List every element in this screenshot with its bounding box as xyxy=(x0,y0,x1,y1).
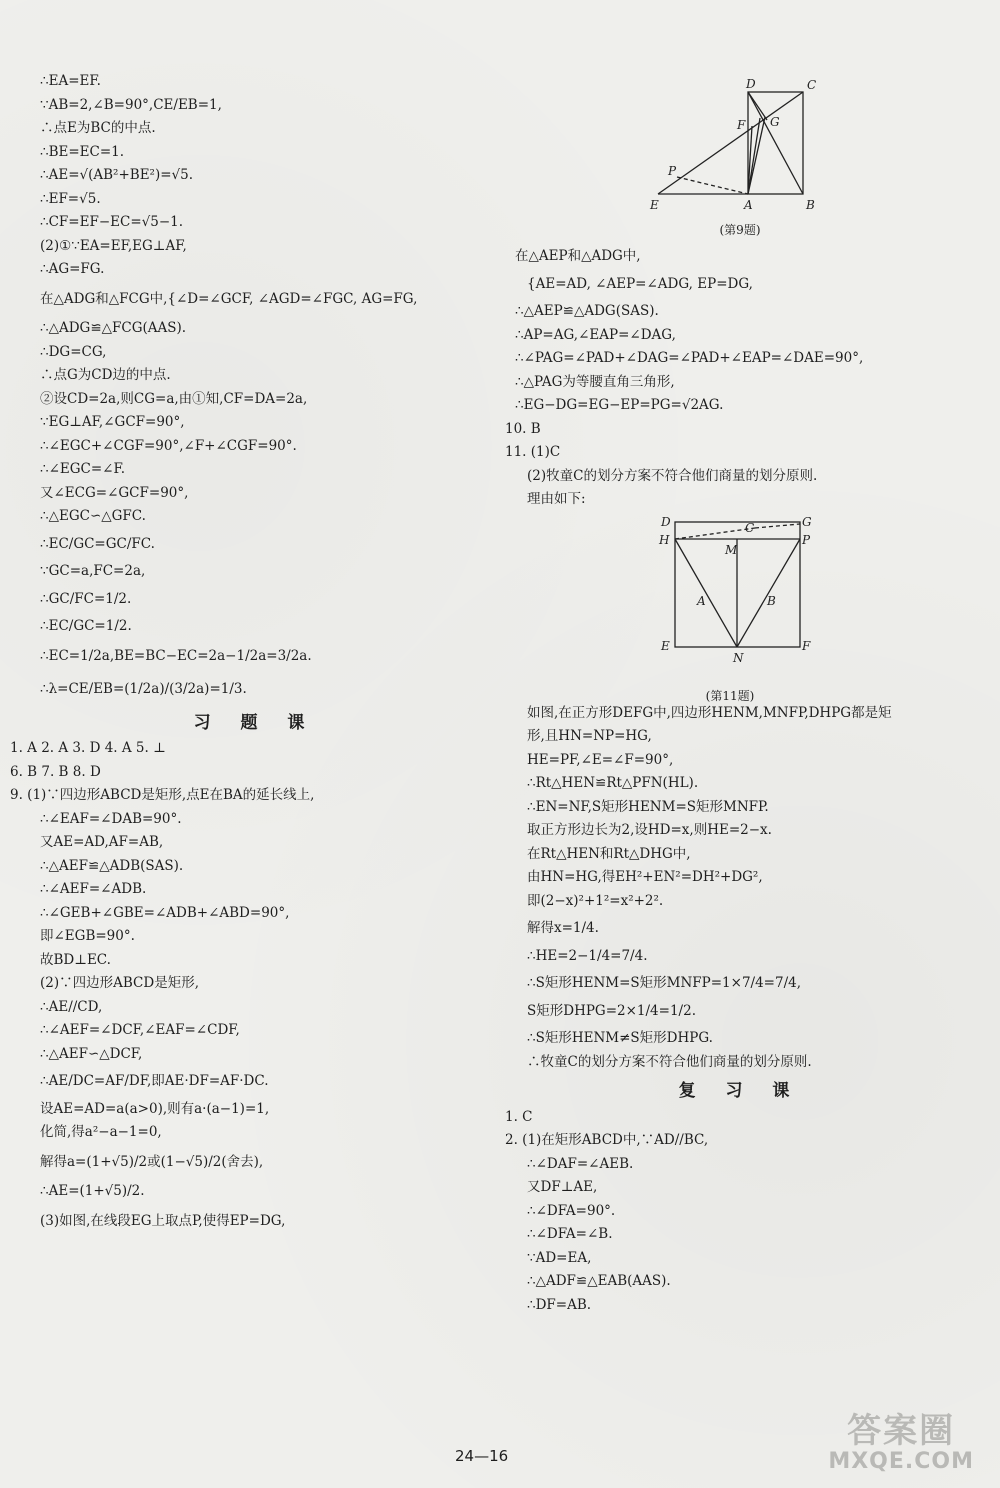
svg-text:M: M xyxy=(725,542,738,557)
text-line: ∴∠AEF=∠ADB. xyxy=(40,881,147,897)
text-line: 在△ADG和△FCG中,{∠D=∠GCF, ∠AGD=∠FGC, AG=FG, xyxy=(40,290,418,307)
text-line: ∵EG⊥AF,∠GCF=90°, xyxy=(40,414,185,430)
figure-11-caption: (第11题) xyxy=(705,689,755,703)
text-line: ∴∠EGC+∠CGF=90°,∠F+∠CGF=90°. xyxy=(40,437,297,454)
text-line: ∴CF=EF−EC=√5−1. xyxy=(40,214,184,230)
answer-line: 1. A 2. A 3. D 4. A 5. ⊥ xyxy=(10,740,166,756)
left-column xyxy=(10,70,470,1233)
text-line: 取正方形边长为2,设HD=x,则HE=2−x. xyxy=(527,822,772,838)
text-line: ∴点E为BC的中点. xyxy=(40,120,156,136)
text-line: 在△AEP和△ADG中, xyxy=(515,248,641,264)
svg-text:B: B xyxy=(806,198,815,212)
text-line: 由HN=HG,得EH²+EN²=DH²+DG², xyxy=(527,869,763,885)
text-line: ∴△EGC∽△GFC. xyxy=(40,508,146,524)
text-line: ∴∠GEB+∠GBE=∠ADB+∠ABD=90°, xyxy=(40,904,290,921)
answer-line: 6. B 7. B 8. D xyxy=(10,763,101,780)
svg-text:E: E xyxy=(650,198,659,212)
text-line: ∴EC/GC=GC/FC. xyxy=(40,535,155,552)
text-line: ∴∠DAF=∠AEB. xyxy=(527,1155,634,1172)
answer-line: 9. (1)∵四边形ABCD是矩形,点E在BA的延长线上, xyxy=(10,787,315,803)
text-line: ∴DF=AB. xyxy=(527,1296,592,1313)
svg-text:D: D xyxy=(661,514,671,529)
text-line: (3)如图,在线段EG上取点P,使得EP=DG, xyxy=(40,1212,286,1229)
text-line: 化简,得a²−a−1=0, xyxy=(40,1124,162,1140)
text-line: 设AE=AD=a(a>0),则有a·(a−1)=1, xyxy=(40,1100,270,1117)
svg-text:A: A xyxy=(697,593,706,608)
text-line: ∴BE=EC=1. xyxy=(40,143,125,160)
text-line: ∴EF=√5. xyxy=(40,190,101,207)
svg-text:B: B xyxy=(767,593,776,608)
svg-text:D: D xyxy=(746,77,756,91)
text-line: ∴DG=CG, xyxy=(40,343,107,360)
text-line: {AE=AD, ∠AEP=∠ADG, EP=DG, xyxy=(527,275,753,292)
text-line: ∴EC/GC=1/2. xyxy=(40,618,132,634)
text-line: 即(2−x)²+1²=x²+2². xyxy=(527,892,664,909)
figure-9-caption: (第9题) xyxy=(719,223,761,237)
text-line: 又AE=AD,AF=AB, xyxy=(40,834,164,850)
text-line: (2)牧童C的划分方案不符合他们商量的划分原则. xyxy=(527,467,818,484)
text-line: ∵GC=a,FC=2a, xyxy=(40,563,146,579)
text-line: ∴S矩形HENM≠S矩形DHPG. xyxy=(527,1030,713,1046)
watermark-logo: 答案圈 xyxy=(847,1411,956,1451)
answer-line: 2. (1)在矩形ABCD中,∵AD//BC, xyxy=(505,1132,709,1148)
svg-text:F: F xyxy=(737,118,746,132)
text-line: (2)∵四边形ABCD是矩形, xyxy=(40,975,199,991)
text-line: ∴△AEF≌△ADB(SAS). xyxy=(40,857,184,874)
page-number: 24—16 xyxy=(455,1447,509,1465)
svg-text:H: H xyxy=(659,532,670,547)
text-line: ∴∠DFA=∠B. xyxy=(527,1226,613,1242)
section-title-review: 复 习 课 xyxy=(678,1081,802,1101)
text-line: ∴Rt△HEN≌Rt△PFN(HL). xyxy=(527,775,699,791)
text-line: HE=PF,∠E=∠F=90°, xyxy=(527,751,674,768)
text-line: ∴AP=AG,∠EAP=∠DAG, xyxy=(515,326,676,343)
svg-text:G: G xyxy=(770,115,780,129)
watermark xyxy=(828,1413,974,1474)
svg-text:P: P xyxy=(668,164,677,178)
text-line: ∴∠DFA=90°. xyxy=(527,1202,616,1219)
text-line: 如图,在正方形DEFG中,四边形HENM,MNFP,DHPG都是矩 xyxy=(527,704,892,721)
text-line: ∴EC=1/2a,BE=BC−EC=2a−1/2a=3/2a. xyxy=(40,647,312,664)
text-line: ∴点G为CD边的中点. xyxy=(40,367,171,383)
text-line: ∴△PAG为等腰直角三角形, xyxy=(515,373,675,390)
text-line: ∴∠EGC=∠F. xyxy=(40,461,126,477)
text-line: ∴EN=NF,S矩形HENM=S矩形MNFP. xyxy=(527,798,769,815)
answer-line: 10. B xyxy=(505,420,541,437)
text-line: ∴AE=√(AB²+BE²)=√5. xyxy=(40,167,194,183)
right-column xyxy=(505,245,975,1317)
text-line: ∴△ADF≌△EAB(AAS). xyxy=(527,1273,671,1289)
text-line: ∴AG=FG. xyxy=(40,261,105,277)
text-line: 形,且HN=NP=HG, xyxy=(527,728,652,744)
text-line: 解得a=(1+√5)/2或(1−√5)/2(舍去), xyxy=(40,1153,264,1170)
text-line: 在Rt△HEN和Rt△DHG中, xyxy=(527,845,691,862)
text-line: ∴△ADG≌△FCG(AAS). xyxy=(40,320,187,336)
figure-9 xyxy=(640,72,840,237)
text-line: ∴∠EAF=∠DAB=90°. xyxy=(40,810,182,827)
text-line: ∴HE=2−1/4=7/4. xyxy=(527,947,648,964)
figure-11-diagram xyxy=(655,512,812,677)
text-line: ∴GC/FC=1/2. xyxy=(40,590,132,607)
answer-line: 1. C xyxy=(505,1108,533,1125)
figure-9-diagram xyxy=(640,72,840,217)
text-line: 理由如下: xyxy=(527,491,586,507)
text-line: ∴AE//CD, xyxy=(40,998,103,1015)
svg-text:E: E xyxy=(661,638,670,653)
text-line: ∴S矩形HENM=S矩形MNFP=1×7/4=7/4, xyxy=(527,975,802,991)
svg-text:N: N xyxy=(733,650,744,665)
text-line: ∴△AEF∽△DCF, xyxy=(40,1045,143,1062)
text-line: ∵AB=2,∠B=90°,CE/EB=1, xyxy=(40,96,222,113)
text-line: ∴λ=CE/EB=(1/2a)/(3/2a)=1/3. xyxy=(40,681,247,697)
text-line: 解得x=1/4. xyxy=(527,920,599,936)
text-line: (2)①∵EA=EF,EG⊥AF, xyxy=(40,237,187,254)
watermark-url: MXQE.COM xyxy=(828,1449,974,1474)
figure-11 xyxy=(655,512,812,703)
svg-text:A: A xyxy=(744,198,753,212)
text-line: 又∠ECG=∠GCF=90°, xyxy=(40,484,189,501)
svg-text:G: G xyxy=(802,514,812,529)
text-line: ∴∠AEF=∠DCF,∠EAF=∠CDF, xyxy=(40,1022,240,1038)
text-line: ∴∠PAG=∠PAD+∠DAG=∠PAD+∠EAP=∠DAE=90°, xyxy=(515,350,864,366)
text-line: ∴EA=EF. xyxy=(40,73,101,89)
text-line: 故BD⊥EC. xyxy=(40,951,111,968)
svg-text:F: F xyxy=(802,638,811,653)
answer-line: 11. (1)C xyxy=(505,444,561,460)
section-title-exercise: 习 题 课 xyxy=(193,712,317,733)
svg-text:C: C xyxy=(807,78,817,92)
text-line: ②设CD=2a,则CG=a,由①知,CF=DA=2a, xyxy=(40,390,308,407)
text-line: S矩形DHPG=2×1/4=1/2. xyxy=(527,1002,696,1019)
svg-text:P: P xyxy=(802,532,811,547)
text-line: ∴△AEP≌△ADG(SAS). xyxy=(515,303,659,319)
text-line: ∴AE/DC=AF/DF,即AE·DF=AF·DC. xyxy=(40,1073,269,1089)
text-line: 即∠EGB=90°. xyxy=(40,928,135,944)
text-line: ∴EG−DG=EG−EP=PG=√2AG. xyxy=(515,397,724,413)
text-line: ∵AD=EA, xyxy=(527,1249,592,1266)
text-line: ∴AE=(1+√5)/2. xyxy=(40,1183,145,1199)
svg-text:C: C xyxy=(745,520,755,535)
text-line: ∴牧童C的划分方案不符合他们商量的划分原则. xyxy=(527,1053,812,1070)
text-line: 又DF⊥AE, xyxy=(527,1179,598,1195)
